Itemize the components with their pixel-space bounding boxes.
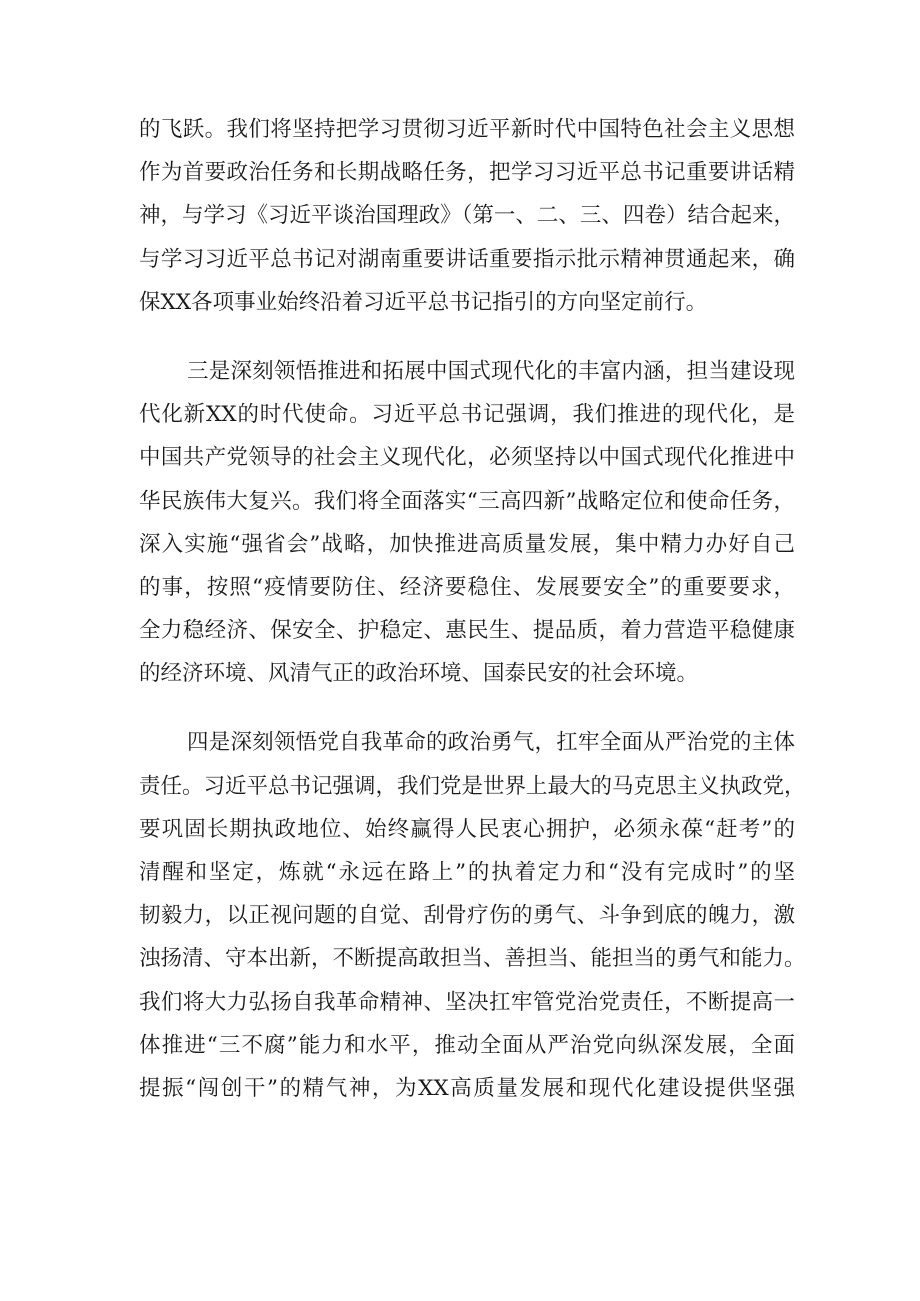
text-line: 三是深刻领悟推进和拓展中国式现代化的丰富内涵，担当建设现 xyxy=(187,358,795,384)
paragraph-continuation xyxy=(139,108,795,324)
text-line: 体推进“三不腐”能力和水平，推动全面从严治党向纵深发展，全面 xyxy=(139,1032,795,1058)
text-line: 四是深刻领悟党自我革命的政治勇气，扛牢全面从严治党的主体 xyxy=(187,730,795,756)
text-line: 韧毅力，以正视问题的自觉、刮骨疗伤的勇气、斗争到底的魄力，激 xyxy=(139,903,795,929)
text-line: 我们将大力弘扬自我革命精神、坚决扛牢管党治党责任，不断提高一 xyxy=(139,989,795,1015)
text-line: 清醒和坚定，炼就“永远在路上”的执着定力和“没有完成时”的坚 xyxy=(139,860,795,885)
paragraph-point-four xyxy=(139,721,806,1110)
text-line: 华民族伟大复兴。我们将全面落实“三高四新”战略定位和使命任务， xyxy=(139,488,795,514)
text-line: 责任。习近平总书记强调，我们党是世界上最大的马克思主义执政党， xyxy=(139,773,806,799)
text-line: 深入实施“强省会”战略，加快推进高质量发展，集中精力办好自己 xyxy=(139,531,795,557)
paragraph-point-three xyxy=(139,350,795,696)
text-line: 提振“闯创干”的精气神，为XX高质量发展和现代化建设提供坚强 xyxy=(139,1075,795,1101)
document-body xyxy=(139,108,806,1110)
text-line: 浊扬清、守本出新，不断提高敢担当、善担当、能担当的勇气和能力。 xyxy=(139,946,806,972)
text-line: 神，与学习《习近平谈治国理政》（第一、二、三、四卷）结合起来， xyxy=(139,203,795,229)
text-line: 的经济环境、风清气正的政治环境、国泰民安的社会环境。 xyxy=(139,661,699,687)
text-line: 代化新XX的时代使命。习近平总书记强调，我们推进的现代化，是 xyxy=(139,402,795,428)
text-line: 要巩固长期执政地位、始终赢得人民衷心拥护，必须永葆“赶考”的 xyxy=(139,816,795,842)
text-line: 全力稳经济、保安全、护稳定、惠民生、提品质，着力营造平稳健康 xyxy=(139,618,795,644)
text-line: 的事，按照“疫情要防住、经济要稳住、发展要安全”的重要要求， xyxy=(139,574,795,600)
text-line: 作为首要政治任务和长期战略任务，把学习习近平总书记重要讲话精 xyxy=(139,160,795,186)
text-line: 保XX各项事业始终沿着习近平总书记指引的方向坚定前行。 xyxy=(139,289,708,315)
paragraph-spacer xyxy=(139,324,795,350)
text-line: 中国共产党领导的社会主义现代化，必须坚持以中国式现代化推进中 xyxy=(139,445,795,471)
paragraph-spacer xyxy=(139,695,795,721)
text-line: 与学习习近平总书记对湖南重要讲话重要指示批示精神贯通起来，确 xyxy=(139,246,795,272)
text-line: 的飞跃。我们将坚持把学习贯彻习近平新时代中国特色社会主义思想 xyxy=(139,117,795,142)
